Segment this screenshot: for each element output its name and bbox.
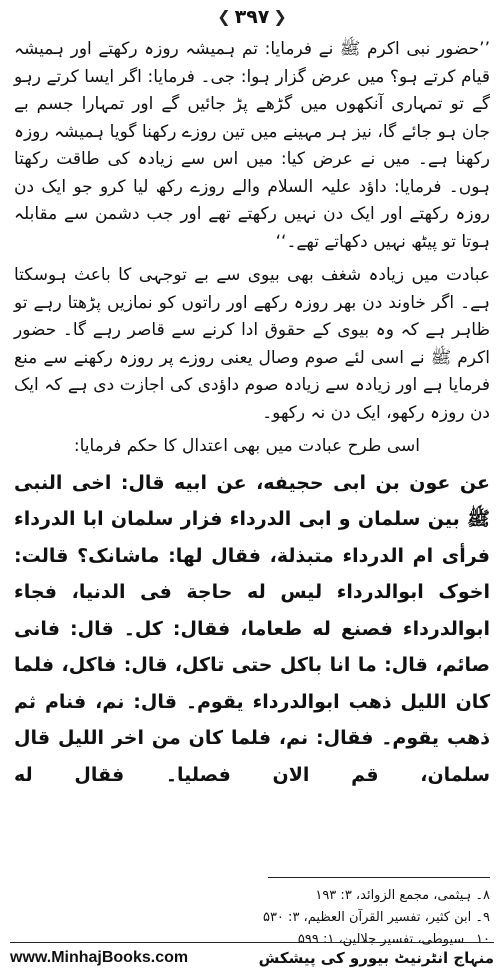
main-text xyxy=(14,36,490,793)
ornament-right-icon: ❯ xyxy=(273,7,287,26)
footer xyxy=(10,947,494,969)
ornament-left-icon: ❮ xyxy=(217,7,231,26)
footer-credit: منہاج انٹرنیٹ بیورو کی پیشکش xyxy=(258,949,494,967)
footer-website-link[interactable]: www.MinhajBooks.com xyxy=(10,949,189,966)
urdu-section xyxy=(14,36,490,461)
footnote-divider xyxy=(268,877,490,878)
commentary-paragraph: عبادت میں زیادہ شغف بھی بیوی سے بے توجہی کا باعث ہوسکتا ہے۔ اگر خاوند دن بھر روزہ رکھے اور راتوں کو نمازیں پڑھتا رہے تو ظاہر ہے کہ وہ بیوی کے حقوق ادا کرنے سے قاصر رہے گا۔ حضور اکرم ﷺ نے اسی لئے صوم وصال یعنی روزے پر روزہ رکھنے سے منع فرمایا ہے اور زیادہ سے زیادہ صوم داؤدی کی اجازت دی ہے کہ ایک دن روزہ رکھو، ایک دن نہ رکھو۔ xyxy=(14,265,490,423)
intro-line: اسی طرح عبادت میں بھی اعتدال کا حکم فرمایا: xyxy=(73,436,420,456)
footnote-10: ۱۰۔ سیوطی، تفسیر جلالین، ۱: ۵۹۹ xyxy=(297,932,490,947)
hadith-translation-paragraph: ’’حضور نبی اکرم ﷺ نے فرمایا: تم ہمیشہ روزہ رکھتے اور ہمیشہ قیام کرتے ہو؟ میں عرض گزار ہوا: جی۔ فرمایا: اگر ایسا کرتے رہو گے تو تمہاری آنکھوں میں گڑھے پڑ جائیں گے اور تمہارا جسم بے جان ہو جائے گا، نیز ہر مہینے میں تین روزے رکھنا گویا ہمیشہ روزہ رکھنا ہے۔ میں نے عرض کیا: میں اس سے زیادہ کی طاقت رکھتا ہوں۔ فرمایا: داؤد علیہ السلام والے روزے رکھ لیا کرو جو ایک دن روزہ رکھتے اور ایک دن نہیں رکھتے تھے اور جب دشمن سے مقابلہ ہوتا تو پیٹھ نہیں دکھاتے تھے۔‘‘ xyxy=(14,39,490,252)
arabic-hadith-section xyxy=(14,465,490,794)
footer-divider xyxy=(10,942,494,943)
footnote-8: ۸۔ ہیثمی، مجمع الزوائد، ۳: ۱۹۳ xyxy=(315,888,490,903)
page-header xyxy=(0,4,504,30)
arabic-hadith-text: عن عون بن ابی حجیفه، عن ابیه قال: اخی النبی ﷺ بین سلمان و ابی الدرداء فزار سلمان ابا الدرداء فرأی ام الدرداء متبذلة، فقال لها: ماشانک؟ قالت: اخوک ابوالدرداء لیس له حاجة فی الدنیا، فجاء ابوالدرداء فصنع له طعاما، فقال: کل۔ قال: فانی صائم، قال: ما انا باکل حتی تاکل، قال: فاکل، فلما کان اللیل ذهب ابوالدرداء یقوم۔ قال: نم، فنام ثم ذهب یقوم۔ فقال: نم، فلما کان من اخر اللیل قال سلمان، قم الان فصلیا۔ فقال له xyxy=(14,471,490,786)
page-number: ۳۹۷ xyxy=(234,5,270,28)
footnote-9: ۹۔ ابن کثیر، تفسیر القرآن العظیم، ۳: ۵۳۰ xyxy=(262,910,490,925)
